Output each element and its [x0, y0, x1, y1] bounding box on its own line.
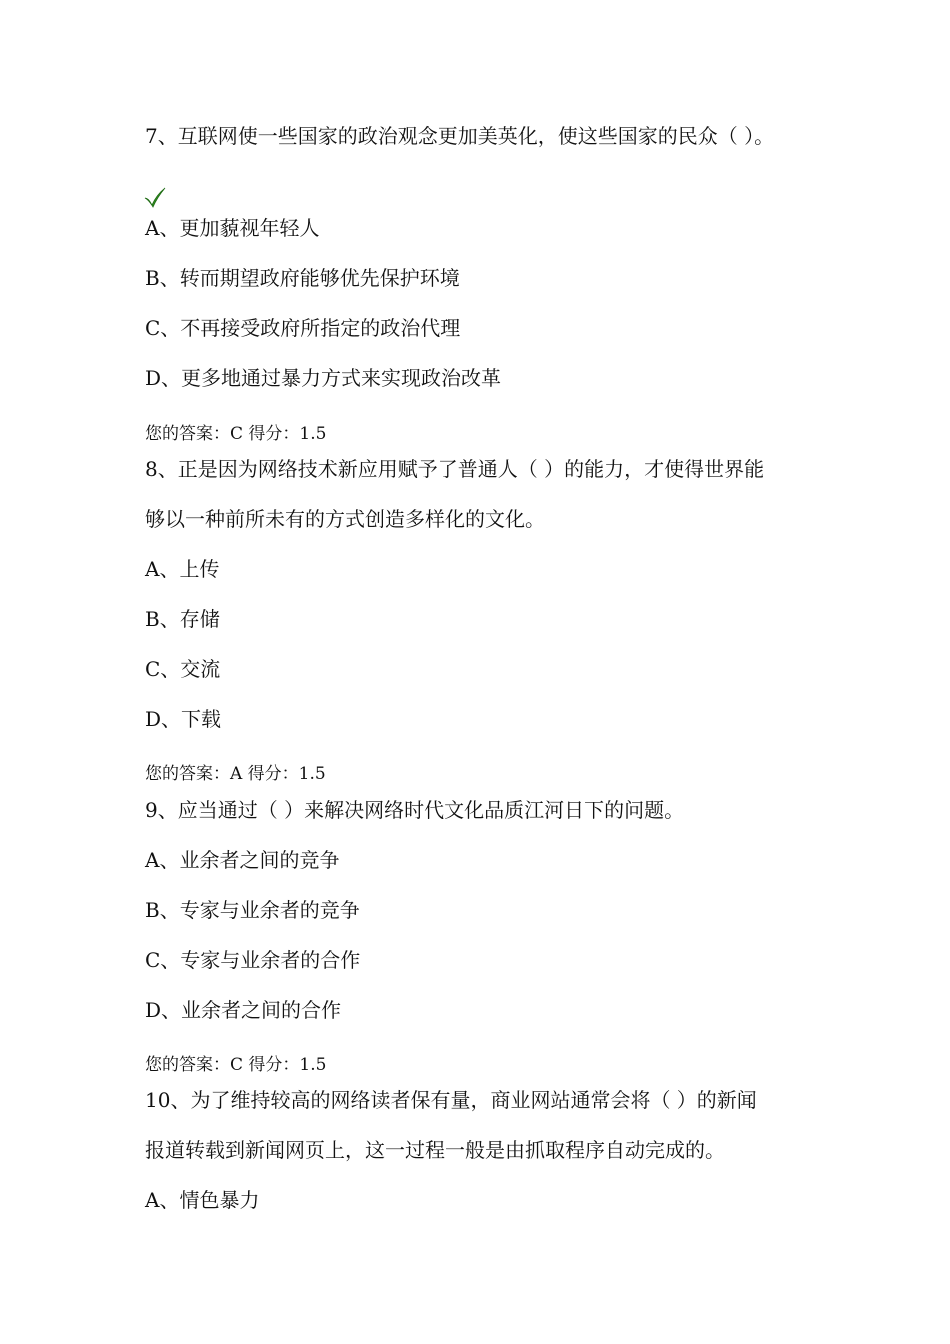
option-8-d: D、下载: [145, 707, 222, 731]
option-7-b: B、转而期望政府能够优先保护环境: [145, 266, 460, 290]
option-10-a: A、情色暴力: [145, 1188, 260, 1212]
answer-line-8: 您的答案：A 得分：1.5: [145, 764, 326, 784]
question-8-stem-2: 够以一种前所未有的方式创造多样化的文化。: [145, 507, 545, 531]
question-7-stem: 7、互联网使一些国家的政治观念更加美英化，使这些国家的民众（ ）。: [145, 124, 775, 148]
question-9-stem: 9、应当通过（ ）来解决网络时代文化品质江河日下的问题。: [145, 798, 685, 822]
check-icon: [143, 186, 167, 208]
question-10-stem-1: 10、为了维持较高的网络读者保有量，商业网站通常会将（ ）的新闻: [145, 1088, 757, 1112]
option-7-c: C、不再接受政府所指定的政治代理: [145, 316, 461, 340]
option-8-a: A、上传: [145, 557, 220, 581]
option-7-d: D、更多地通过暴力方式来实现政治改革: [145, 366, 502, 390]
answer-line-7: 您的答案：C 得分：1.5: [145, 424, 327, 444]
option-8-b: B、存储: [145, 607, 220, 631]
option-7-a: A、更加藐视年轻人: [145, 216, 320, 240]
question-8-stem-1: 8、正是因为网络技术新应用赋予了普通人（ ）的能力，才使得世界能: [145, 457, 765, 481]
option-9-a: A、业余者之间的竞争: [145, 848, 340, 872]
option-9-c: C、专家与业余者的合作: [145, 948, 361, 972]
option-9-d: D、业余者之间的合作: [145, 998, 342, 1022]
option-8-c: C、交流: [145, 657, 221, 681]
option-9-b: B、专家与业余者的竞争: [145, 898, 360, 922]
answer-line-9: 您的答案：C 得分：1.5: [145, 1055, 327, 1075]
question-10-stem-2: 报道转载到新闻网页上，这一过程一般是由抓取程序自动完成的。: [145, 1138, 725, 1162]
